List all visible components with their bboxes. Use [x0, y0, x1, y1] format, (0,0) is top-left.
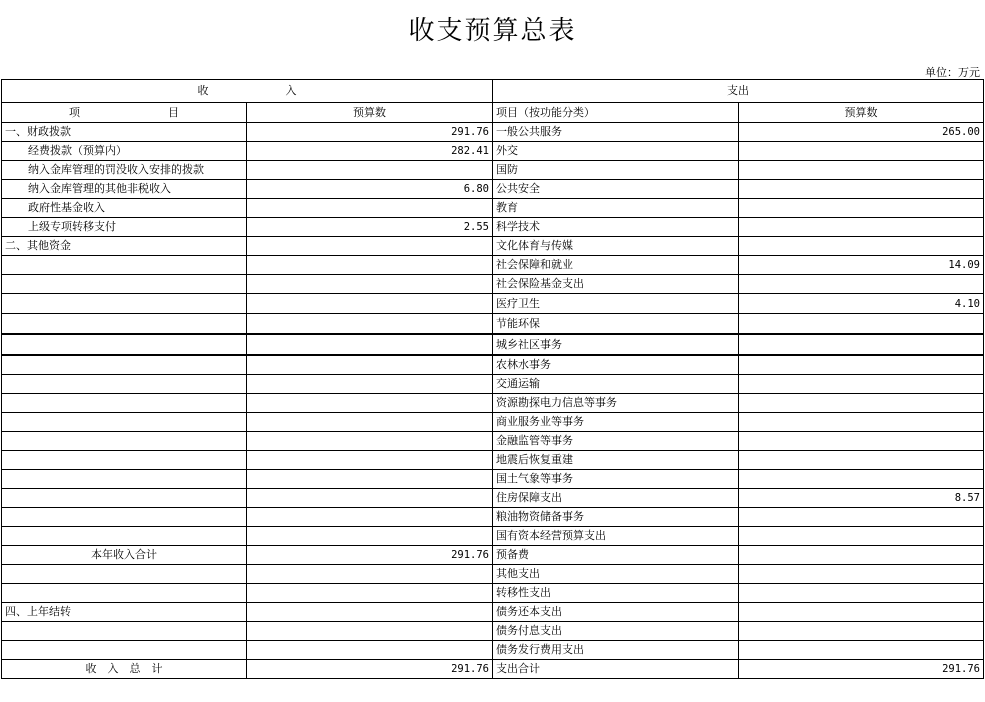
income-item-cell [2, 470, 247, 489]
expense-amount-cell [739, 161, 984, 180]
income-item-cell [2, 622, 247, 641]
expense-item-cell: 社会保障和就业 [493, 256, 739, 275]
expense-item-cell: 一般公共服务 [493, 123, 739, 142]
expense-amount-cell [739, 199, 984, 218]
expense-item-cell: 债务付息支出 [493, 622, 739, 641]
expense-item-cell: 转移性支出 [493, 584, 739, 603]
table-row [2, 355, 984, 375]
table-row [2, 527, 984, 546]
expense-item-cell: 公共安全 [493, 180, 739, 199]
table-row [2, 470, 984, 489]
expense-amount-cell [739, 641, 984, 660]
table-row [2, 565, 984, 584]
income-amount-cell [247, 375, 493, 394]
expense-amount-cell [739, 565, 984, 584]
income-item-cell [2, 314, 247, 335]
table-row [2, 451, 984, 470]
expense-amount-cell [739, 622, 984, 641]
expense-budget-header: 预算数 [739, 103, 984, 123]
expense-amount-cell [739, 603, 984, 622]
expense-item-cell: 债务还本支出 [493, 603, 739, 622]
expense-item-cell: 地震后恢复重建 [493, 451, 739, 470]
income-amount-cell [247, 275, 493, 294]
income-amount-cell [247, 334, 493, 355]
income-item-cell [2, 256, 247, 275]
table-row [2, 546, 984, 565]
expense-item-cell: 债务发行费用支出 [493, 641, 739, 660]
expense-item-cell: 交通运输 [493, 375, 739, 394]
income-item-cell [2, 413, 247, 432]
income-item-cell: 上级专项转移支付 [2, 218, 247, 237]
expense-amount-cell [739, 394, 984, 413]
table-row [2, 394, 984, 413]
income-amount-cell: 291.76 [247, 123, 493, 142]
income-item-cell [2, 584, 247, 603]
header-row-sections [2, 80, 984, 103]
expense-item-cell: 住房保障支出 [493, 489, 739, 508]
income-item-cell [2, 294, 247, 314]
expense-item-cell: 支出合计 [493, 660, 739, 679]
table-row [2, 123, 984, 142]
table-row [2, 375, 984, 394]
budget-table [1, 79, 984, 679]
expense-amount-cell [739, 218, 984, 237]
income-amount-cell [247, 489, 493, 508]
unit-label: 单位：万元 [925, 66, 980, 79]
expense-item-cell: 国有资本经营预算支出 [493, 527, 739, 546]
page-title: 收支预算总表 [408, 16, 577, 46]
expense-item-cell: 农林水事务 [493, 355, 739, 375]
table-row [2, 508, 984, 527]
income-amount-cell [247, 641, 493, 660]
income-item-cell [2, 394, 247, 413]
income-amount-cell [247, 413, 493, 432]
income-item-cell: 纳入金库管理的罚没收入安排的拨款 [2, 161, 247, 180]
income-amount-cell [247, 603, 493, 622]
income-amount-cell [247, 237, 493, 256]
expense-amount-cell [739, 451, 984, 470]
income-item-cell [2, 355, 247, 375]
income-item-cell [2, 508, 247, 527]
income-item-cell [2, 565, 247, 584]
income-amount-cell [247, 508, 493, 527]
income-item-cell: 收 入 总 计 [2, 660, 247, 679]
income-item-cell [2, 375, 247, 394]
table-row [2, 641, 984, 660]
income-amount-cell: 282.41 [247, 142, 493, 161]
expense-item-cell: 教育 [493, 199, 739, 218]
income-amount-cell [247, 527, 493, 546]
expense-item-cell: 城乡社区事务 [493, 334, 739, 355]
expense-item-cell: 社会保险基金支出 [493, 275, 739, 294]
expense-item-cell: 节能环保 [493, 314, 739, 335]
expense-amount-cell [739, 432, 984, 451]
table-row [2, 413, 984, 432]
table-row [2, 334, 984, 355]
expense-amount-cell [739, 237, 984, 256]
income-item-cell [2, 432, 247, 451]
income-item-cell: 四、上年结转 [2, 603, 247, 622]
table-row [2, 603, 984, 622]
expense-item-cell: 文化体育与传媒 [493, 237, 739, 256]
income-budget-header: 预算数 [247, 103, 493, 123]
table-row [2, 256, 984, 275]
expense-item-cell: 粮油物资储备事务 [493, 508, 739, 527]
income-amount-cell [247, 470, 493, 489]
expense-item-cell: 其他支出 [493, 565, 739, 584]
expense-amount-cell [739, 470, 984, 489]
income-item-cell: 经费拨款（预算内） [2, 142, 247, 161]
income-item-cell: 一、财政拨款 [2, 123, 247, 142]
income-item-cell [2, 641, 247, 660]
expense-item-cell: 资源勘探电力信息等事务 [493, 394, 739, 413]
expense-amount-cell [739, 584, 984, 603]
expense-amount-cell: 291.76 [739, 660, 984, 679]
income-item-cell [2, 275, 247, 294]
income-item-cell [2, 334, 247, 355]
income-amount-cell [247, 355, 493, 375]
income-item-cell: 本年收入合计 [2, 546, 247, 565]
income-amount-cell [247, 256, 493, 275]
income-item-cell: 政府性基金收入 [2, 199, 247, 218]
expense-amount-cell [739, 314, 984, 335]
income-amount-cell: 6.80 [247, 180, 493, 199]
expense-item-cell: 金融监管等事务 [493, 432, 739, 451]
income-amount-cell: 291.76 [247, 546, 493, 565]
expense-item-cell: 科学技术 [493, 218, 739, 237]
income-item-cell [2, 489, 247, 508]
table-row [2, 489, 984, 508]
expense-amount-cell [739, 142, 984, 161]
expense-amount-cell [739, 355, 984, 375]
income-amount-cell [247, 432, 493, 451]
income-amount-cell [247, 161, 493, 180]
table-row [2, 294, 984, 314]
expense-amount-cell [739, 180, 984, 199]
table-row [2, 142, 984, 161]
income-amount-cell [247, 565, 493, 584]
header-row-columns [2, 103, 984, 123]
income-amount-cell [247, 584, 493, 603]
income-amount-cell [247, 451, 493, 470]
expense-item-cell: 国土气象等事务 [493, 470, 739, 489]
table-row [2, 218, 984, 237]
expense-amount-cell [739, 334, 984, 355]
income-item-cell: 二、其他资金 [2, 237, 247, 256]
expense-amount-cell: 4.10 [739, 294, 984, 314]
table-row [2, 180, 984, 199]
income-item-cell [2, 451, 247, 470]
income-amount-cell: 291.76 [247, 660, 493, 679]
table-row [2, 660, 984, 679]
table-body [2, 123, 984, 679]
expense-amount-cell [739, 546, 984, 565]
expense-item-header: 项目（按功能分类） [493, 103, 739, 123]
income-section-header: 收 入 [2, 80, 493, 103]
expense-item-cell: 国防 [493, 161, 739, 180]
expense-amount-cell [739, 275, 984, 294]
income-item-header: 项 目 [2, 103, 247, 123]
expense-item-cell: 外交 [493, 142, 739, 161]
income-item-cell: 纳入金库管理的其他非税收入 [2, 180, 247, 199]
income-amount-cell [247, 622, 493, 641]
table-row [2, 584, 984, 603]
income-amount-cell [247, 314, 493, 335]
income-amount-cell: 2.55 [247, 218, 493, 237]
expense-amount-cell: 265.00 [739, 123, 984, 142]
expense-amount-cell [739, 508, 984, 527]
table-row [2, 275, 984, 294]
expense-item-cell: 预备费 [493, 546, 739, 565]
expense-amount-cell [739, 527, 984, 546]
income-amount-cell [247, 294, 493, 314]
income-amount-cell [247, 394, 493, 413]
table-row [2, 199, 984, 218]
table-row [2, 314, 984, 335]
income-item-cell [2, 527, 247, 546]
table-row [2, 432, 984, 451]
expense-item-cell: 医疗卫生 [493, 294, 739, 314]
table-row [2, 622, 984, 641]
income-amount-cell [247, 199, 493, 218]
expense-section-header: 支出 [493, 80, 984, 103]
expense-item-cell: 商业服务业等事务 [493, 413, 739, 432]
expense-amount-cell [739, 375, 984, 394]
table-row [2, 237, 984, 256]
expense-amount-cell: 14.09 [739, 256, 984, 275]
table-row [2, 161, 984, 180]
expense-amount-cell: 8.57 [739, 489, 984, 508]
expense-amount-cell [739, 413, 984, 432]
